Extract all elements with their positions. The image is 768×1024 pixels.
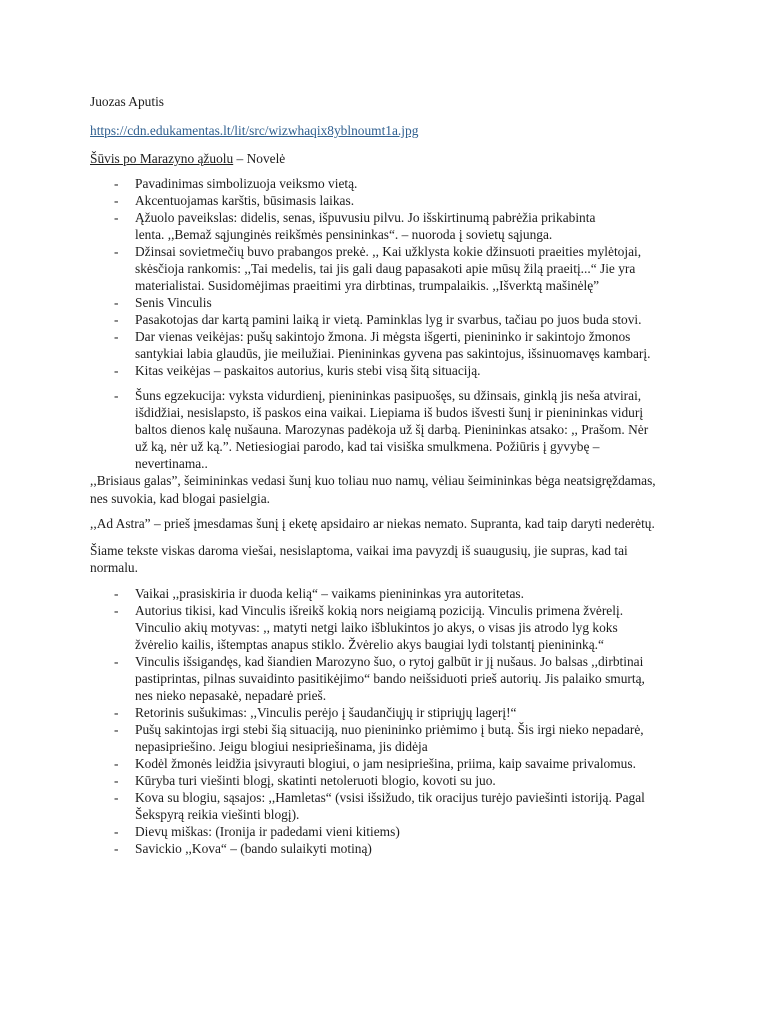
list-item: - Pasakotojas dar kartą pamini laiką ir vietą. Paminklas lyg ir svarbus, tačiau po juos buda stovi. (90, 311, 690, 328)
list-item: - Autorius tikisi, kad Vinculis išreikš kokią nors neigiamą poziciją. Vinculis primena žvėrelį. Vinculio akių motyvas: ,, matyti netgi laiko išblukintos jo akys, o visas jis atrodo lyg koks žvėrelio kailis, ištemptas anapus stiklo. Žvėrelio akys baugiai lydi tolstantį pienininką.“ (90, 602, 690, 653)
list-item: - Pušų sakintojas irgi stebi šią situaciją, nuo pienininko priėmimo į butą. Šis irgi nieko nepadarė, nepasipriešino. Jeigu blogiui nesipriešinama, jis didėja (90, 721, 690, 755)
list-item: - Senis Vinculis (90, 294, 690, 311)
list-item: - Dievų miškas: (Ironija ir padedami vieni kitiems) (90, 823, 690, 840)
list-item: - Šuns egzekucija: vyksta vidurdienį, pienininkas pasipuošęs, su džinsais, ginklą jis neša atvirai, išdidžiai, nesislapsto, iš paskos eina vaikai. Liepiama iš budos išvesti šunį ir pienininkas vidurį baltos dienos kalę nušauna. Marozynas padėkoja už šį darbą. Pienininkas atsako: ,, Prašom. Nėr už ką, nėr už ką.”. Netiesiogiai parodo, kad tai visiška smulkmena. Požiūris į gyvybę – nevertinama.. (90, 387, 690, 472)
list-item: - Vinculis išsigandęs, kad šiandien Marozyno šuo, o rytoj galbūt ir jį nušaus. Jo balsas ,,dirbtinai pastiprintas, pilnas suvaidinto pasitikėjimo“ bando neišsiduoti prieš autorių. Jis palaiko smurtą, nes nieko nepasakė, nepadarė prieš. (90, 653, 690, 704)
list-item: - Vaikai ,,prasiskiria ir duoda kelią“ – vaikams pienininkas yra autoritetas. (90, 585, 690, 602)
list-item: - Dar vienas veikėjas: pušų sakintojo žmona. Ji mėgsta išgerti, pienininko ir sakintojo žmonos santykiai labia glaudūs, jie meilužiai. Pienininkas gyvena pas sakintojus, išsinuomavęs kambarį. (90, 328, 690, 362)
list-item: - Džinsai sovietmečių buvo prabangos prekė. ,, Kai užklysta kokie džinsuoti praeities mylėtojai, skėsčioja rankomis: ,,Tai medelis, tai jis gali daug papasakoti apie mūsų žilą praeitį...“ Jie yra materialistai. Susidomėjimas praeitimi yra dirbtinas, trumpalaikis. ,,Išverktą mašinėlę” (90, 243, 690, 294)
author-name: Juozas Aputis (90, 94, 165, 109)
paragraph-brisiaus-galas: ,,Brisiaus galas”, šeimininkas vedasi šunį kuo toliau nuo namų, vėliau šeimininkas bėga neatsigręždamas, nes suvokia, kad blogai pasielgia. (90, 473, 656, 506)
list-item: - Akcentuojamas karštis, būsimasis laikas. (90, 192, 690, 209)
document-page (90, 93, 690, 857)
list-item: - Retorinis sušukimas: ,,Vinculis perėjo į šaudančiųjų ir stipriųjų lagerį!“ (90, 704, 690, 721)
list-item: - Kūryba turi viešinti blogį, skatinti netoleruoti blogio, kovoti su juo. (90, 772, 690, 789)
title-underlined: Šūvis po Marazyno ąžuolu (90, 151, 234, 166)
source-link[interactable]: https://cdn.edukamentas.lt/lit/src/wizwhaqix8yblnoumt1a.jpg (90, 123, 419, 138)
analysis-list-2 (90, 585, 690, 857)
list-item: - Ąžuolo paveikslas: didelis, senas, išpuvusiu pilvu. Jo išskirtinumą pabrėžia prikabinta lenta. ,,Bemaž sąjunginės reikšmės pensininkas“. – nuoroda į sovietų sąjunga. (90, 209, 690, 243)
title-genre: – Novelė (233, 151, 286, 166)
list-item: - Kitas veikėjas – paskaitos autorius, kuris stebi visą šitą situaciją. (90, 362, 690, 379)
analysis-list-1 (90, 175, 690, 472)
list-item: - Kova su blogiu, sąsajos: ,,Hamletas“ (vsisi išsižudo, tik oracijus turėjo paviešinti istoriją. Pagal Šekspyrą reikia viešinti blogį). (90, 789, 690, 823)
paragraph-summary: Šiame tekste viskas daroma viešai, nesislaptoma, vaikai ima pavyzdį iš suaugusių, jie supras, kad tai normalu. (90, 542, 628, 575)
list-item: - Savickio ,,Kova“ – (bando sulaikyti motiną) (90, 840, 690, 857)
document-title (90, 150, 690, 167)
paragraph-ad-astra: ,,Ad Astra” – prieš įmesdamas šunį į eketę apsidairo ar niekas nemato. Supranta, kad taip daryti nederėtų. (90, 516, 655, 531)
list-item: - Pavadinimas simbolizuoja veiksmo vietą. (90, 175, 690, 192)
list-item: - Kodėl žmonės leidžia įsivyrauti blogiui, o jam nesipriešina, priima, kaip savaime privalomus. (90, 755, 690, 772)
